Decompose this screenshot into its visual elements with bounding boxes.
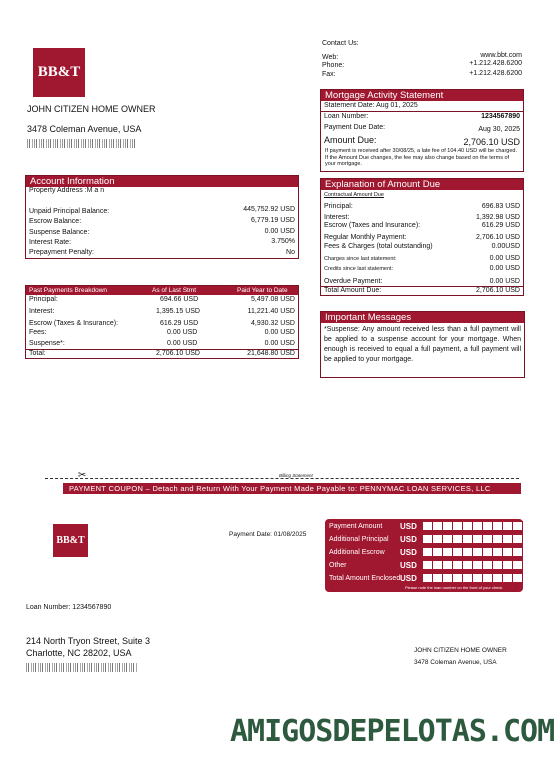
table-row: Fees: 0.00 USD 0.00 USD — [29, 329, 295, 336]
account-row-label: Unpaid Principal Balance: — [29, 208, 110, 215]
explanation-row-value: 696.83 USD — [481, 203, 520, 210]
account-row-value: No — [286, 249, 295, 256]
explanation-row-value: 0.00 USD — [489, 255, 520, 262]
statement-title: Mortgage Activity Statement — [321, 90, 523, 101]
explanation-row-value: 0.00USD — [491, 243, 520, 250]
amount-due-label: Amount Due: — [324, 135, 377, 145]
cut-label: Billing Statement — [279, 473, 313, 478]
coupon-customer-address: 3478 Coleman Avenue, USA — [414, 659, 497, 666]
explanation-row-label: Overdue Payment: — [324, 278, 383, 285]
due-date-value: Aug 30, 2025 — [478, 126, 520, 133]
explanation-row-label: Credits since last statement: — [324, 266, 394, 272]
other-amount-field[interactable] — [422, 560, 522, 570]
cut-line — [45, 478, 519, 479]
account-row-value: 6,779.19 USD — [251, 217, 295, 224]
payment-amount-field[interactable] — [422, 521, 522, 531]
amount-row-currency: USD — [400, 522, 417, 531]
fax-label: Fax: — [322, 71, 336, 78]
scissors-icon: ✂ — [78, 470, 87, 481]
explanation-row-value: 0.00 USD — [489, 278, 520, 285]
due-date-label: Payment Due Date: — [324, 124, 386, 131]
payment-coupon-bar: PAYMENT COUPON – Detach and Return With Your Payment Made Payable to: PENNYMAC LOAN SERVICES, LLC — [63, 483, 521, 494]
total-enclosed-field[interactable] — [422, 573, 522, 583]
property-address: Property Address :M a n — [29, 187, 105, 194]
account-row-value: 0.00 USD — [264, 228, 295, 235]
explanation-row-label: Escrow (Taxes and Insurance): — [324, 222, 421, 229]
amount-row-label: Additional Escrow — [329, 549, 385, 556]
amount-row-label: Payment Amount — [329, 523, 383, 530]
amount-row-currency: USD — [400, 535, 417, 544]
col-header-last-stmt: As of Last Stmt — [152, 287, 197, 294]
account-row-value: 445,752.92 USD — [243, 206, 295, 213]
amount-row-label: Total Amount Enclosed — [329, 575, 401, 582]
fax-value: +1.212.428.6200 — [469, 70, 522, 77]
watermark-text: AMIGOSDEPELOTAS.COM — [230, 714, 554, 749]
bbt-logo-coupon: BB&T — [53, 524, 88, 557]
table-row: Principal: 694.66 USD 5,497.08 USD — [29, 296, 295, 303]
past-payments-table — [25, 285, 299, 359]
statement-box — [320, 89, 524, 172]
statement-date: Statement Date: Aug 01, 2025 — [324, 102, 418, 109]
amount-row-label: Other — [329, 562, 347, 569]
return-address-line2: Charlotte, NC 28202, USA — [26, 648, 132, 658]
explanation-subtitle: Contractual Amount Due — [324, 192, 384, 198]
account-row-label: Escrow Balance: — [29, 218, 82, 225]
past-payments-header — [26, 286, 298, 295]
phone-label: Phone: — [322, 62, 345, 69]
address-barcode — [27, 139, 137, 148]
explanation-row-label: Interest: — [324, 214, 350, 221]
loan-number-label: Loan Number: — [324, 113, 369, 120]
return-address-line1: 214 North Tryon Street, Suite 3 — [26, 636, 151, 646]
important-messages-title: Important Messages — [321, 312, 524, 323]
table-total-row: Total: 2,706.10 USD 21,648.80 USD — [29, 350, 295, 357]
phone-value: +1.212.428.6200 — [469, 60, 522, 67]
explanation-row-label: Principal: — [324, 203, 353, 210]
customer-name: JOHN CITIZEN HOME OWNER — [27, 104, 156, 114]
amount-row-currency: USD — [400, 548, 417, 557]
explanation-total-value: 2,706.10 USD — [476, 287, 520, 294]
explanation-title: Explanation of Amount Due — [321, 179, 523, 190]
account-info-title: Account Information — [26, 176, 298, 187]
amount-row-label: Additional Principal — [329, 536, 389, 543]
account-info-box — [25, 175, 299, 259]
table-row: Suspense*: 0.00 USD 0.00 USD — [29, 340, 295, 347]
check-footnote: Please note the loan number on the front of your check — [405, 585, 503, 590]
late-fee-note: If payment is received after 30/08/25, a late fee of 104.40 USD will be charged. If the Amount Due changes, the fee may also change based on the terms of your mortgage. — [325, 148, 518, 167]
important-messages-body: *Suspense: Any amount received less than a full payment will be applied to a suspense account for your mortgage. When enough is received to equal a full payment, a full payment will be applied to your mortgage. — [324, 326, 521, 363]
table-row: Interest: 1,395.15 USD 11,221.40 USD — [29, 308, 295, 315]
payment-date: Payment Date: 01/08/2025 — [229, 531, 307, 538]
account-row-label: Suspense Balance: — [29, 229, 90, 236]
explanation-row-value: 616.29 USD — [481, 222, 520, 229]
web-value[interactable]: www.bbt.com — [480, 52, 522, 59]
col-header-ytd: Paid Year to Date — [237, 287, 288, 294]
web-label: Web: — [322, 54, 339, 61]
bbt-logo: BB&T — [33, 48, 85, 97]
explanation-row-value: 0.00 USD — [489, 265, 520, 272]
additional-escrow-field[interactable] — [422, 547, 522, 557]
amount-entry-box — [325, 519, 523, 592]
explanation-row-label: Charges since last statement: — [324, 256, 397, 262]
loan-number-value: 1234567890 — [481, 113, 520, 120]
important-messages-box — [320, 311, 525, 378]
explanation-row-value: 2,706.10 USD — [476, 234, 520, 241]
account-row-label: Interest Rate: — [29, 239, 72, 246]
return-barcode — [26, 663, 138, 672]
explanation-row-value: 1,392.98 USD — [476, 214, 520, 221]
additional-principal-field[interactable] — [422, 534, 522, 544]
col-header-breakdown: Past Payments Breakdown — [29, 287, 108, 294]
explanation-box — [320, 178, 524, 296]
account-row-label: Prepayment Penalty: — [29, 249, 94, 256]
explanation-total-label: Total Amount Due: — [324, 287, 382, 294]
amount-row-currency: USD — [400, 574, 417, 583]
contact-title: Contact Us: — [322, 40, 359, 47]
coupon-loan-number: Loan Number: 1234567890 — [26, 604, 112, 611]
amount-row-currency: USD — [400, 561, 417, 570]
account-row-value: 3.750% — [271, 238, 295, 245]
amount-due-value: 2,706.10 USD — [463, 137, 520, 147]
explanation-row-label: Regular Monthly Payment: — [324, 234, 407, 241]
explanation-row-label: Fees & Charges (total outstanding) — [324, 243, 433, 250]
table-row: Escrow (Taxes & Insurance): 616.29 USD 4,930.32 USD — [29, 320, 295, 327]
customer-address: 3478 Coleman Avenue, USA — [27, 124, 142, 134]
coupon-customer-name: JOHN CITIZEN HOME OWNER — [414, 647, 507, 654]
